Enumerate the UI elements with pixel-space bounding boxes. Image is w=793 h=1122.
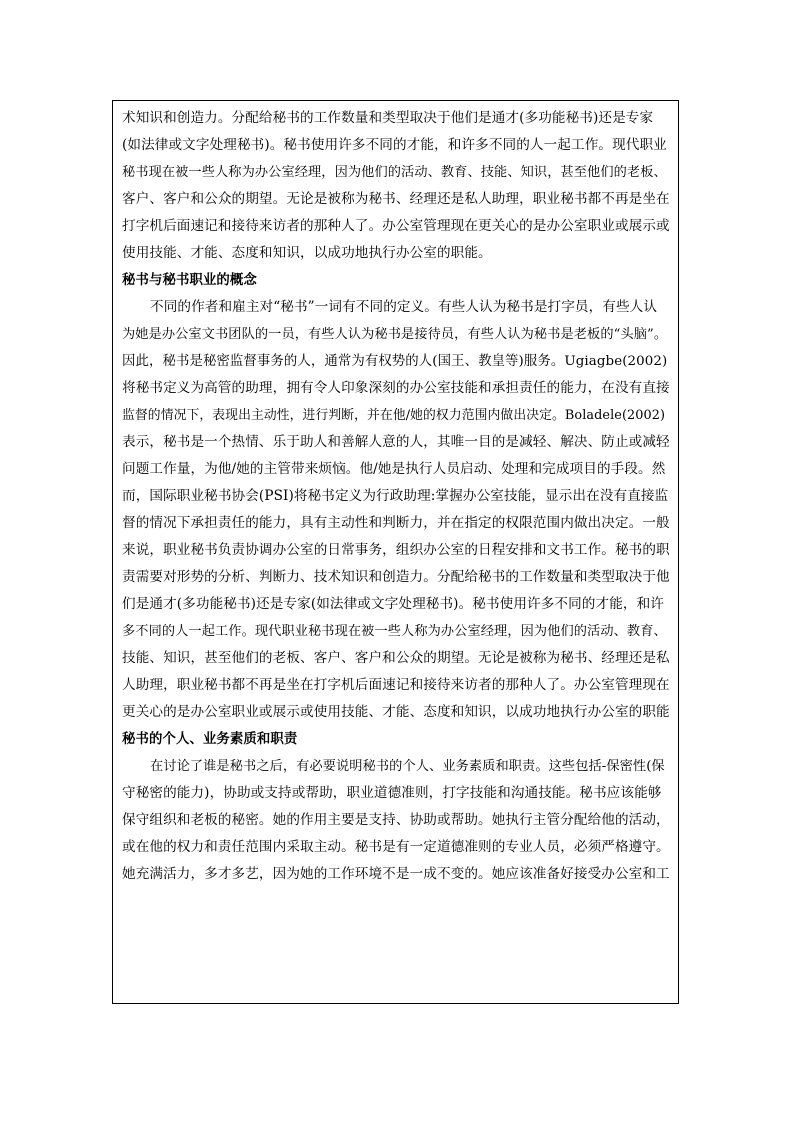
- text-line: 而，国际职业秘书协会(PSI)将秘书定义为行政助理:掌握办公室技能，显示出在没有直接监: [122, 488, 669, 504]
- text-line: 不同的作者和雇主对“秘书”一词有不同的定义。有些人认为秘书是打字员，有些人认: [150, 299, 658, 315]
- text-line: 们是通才(多功能秘书)还是专家(如法律或文字处理秘书)。秘书使用许多不同的才能，和许: [122, 596, 664, 612]
- document-frame: [112, 100, 679, 1004]
- text-line: 人助理，职业秘书都不再是坐在打字机后面速记和接待来访者的那种人了。办公室管理现在: [122, 677, 670, 693]
- text-line: 责需要对形势的分析、判断力、技术知识和创造力。分配给秘书的工作数量和类型取决于他: [122, 569, 670, 585]
- text-line: 督的情况下承担责任的能力，具有主动性和判断力，并在指定的权限范围内做出决定。一般: [122, 515, 670, 531]
- text-line: 或在他的权力和责任范围内采取主动。秘书是有一定道德准则的专业人员，必须严格遵守。: [122, 839, 670, 855]
- text-line: 在讨论了谁是秘书之后，有必要说明秘书的个人、业务素质和职责。这些包括-保密性(保: [150, 759, 665, 774]
- text-line: 将秘书定义为高管的助理，拥有令人印象深刻的办公室技能和承担责任的能力，在没有直接: [122, 380, 670, 396]
- text-line: 问题工作量，为他/她的主管带来烦恼。他/她是执行人员启动、处理和完成项目的手段。然: [122, 461, 666, 477]
- text-line: 使用技能、才能、态度和知识，以成功地执行办公室的职能。: [122, 245, 492, 261]
- text-line: 更关心的是办公室职业或展示或使用技能、才能、态度和知识，以成功地执行办公室的职能: [122, 704, 670, 720]
- text-line: 保守组织和老板的秘密。她的作用主要是支持、协助或帮助。她执行主管分配给他的活动，: [122, 812, 670, 828]
- text-line: 来说，职业秘书负责协调办公室的日常事务，组织办公室的日程安排和文书工作。秘书的职: [122, 542, 670, 558]
- section-heading: 秘书的个人、业务素质和职责: [122, 732, 298, 747]
- text-line: 技能、知识，甚至他们的老板、客户、客户和公众的期望。无论是被称为秘书、经理还是私: [122, 650, 670, 666]
- text-line: 秘书现在被一些人称为办公室经理，因为他们的活动、教育、技能、知识，甚至他们的老板、: [122, 165, 667, 180]
- text-line: 守秘密的能力)，协助或支持或帮助，职业道德准则，打字技能和沟通技能。秘书应该能够: [122, 785, 662, 801]
- text-line: 她充满活力，多才多艺，因为她的工作环境不是一成不变的。她应该准备好接受办公室和工: [122, 866, 670, 882]
- text-line: 打字机后面速记和接待来访者的那种人了。办公室管理现在更关心的是办公室职业或展示或: [122, 218, 670, 234]
- text-line: 监督的情况下，表现出主动性，进行判断，并在他/她的权力范围内做出决定。Boladele(2002): [122, 408, 666, 423]
- section-heading: 秘书与秘书职业的概念: [122, 273, 257, 288]
- text-line: 客户、客户和公众的期望。无论是被称为秘书、经理还是私人助理，职业秘书都不再是坐在: [122, 191, 670, 207]
- document-body: [122, 105, 670, 888]
- text-line: 因此，秘书是秘密监督事务的人，通常为有权势的人(国王、教皇等)服务。Ugiagbe(2002): [122, 354, 668, 369]
- text-line: 多不同的人一起工作。现代职业秘书现在被一些人称为办公室经理，因为他们的活动、教育、: [122, 624, 667, 639]
- text-line: (如法律或文字处理秘书)。秘书使用许多不同的才能，和许多不同的人一起工作。现代职业: [122, 137, 667, 153]
- text-line: 为她是办公室文书团队的一员，有些人认为秘书是接待员，有些人认为秘书是老板的“头脑”。: [122, 327, 668, 342]
- text-line: 术知识和创造力。分配给秘书的工作数量和类型取决于他们是通才(多功能秘书)还是专家: [122, 110, 654, 126]
- text-line: 表示，秘书是一个热情、乐于助人和善解人意的人，其唯一目的是减轻、解决、防止或减轻: [122, 434, 670, 450]
